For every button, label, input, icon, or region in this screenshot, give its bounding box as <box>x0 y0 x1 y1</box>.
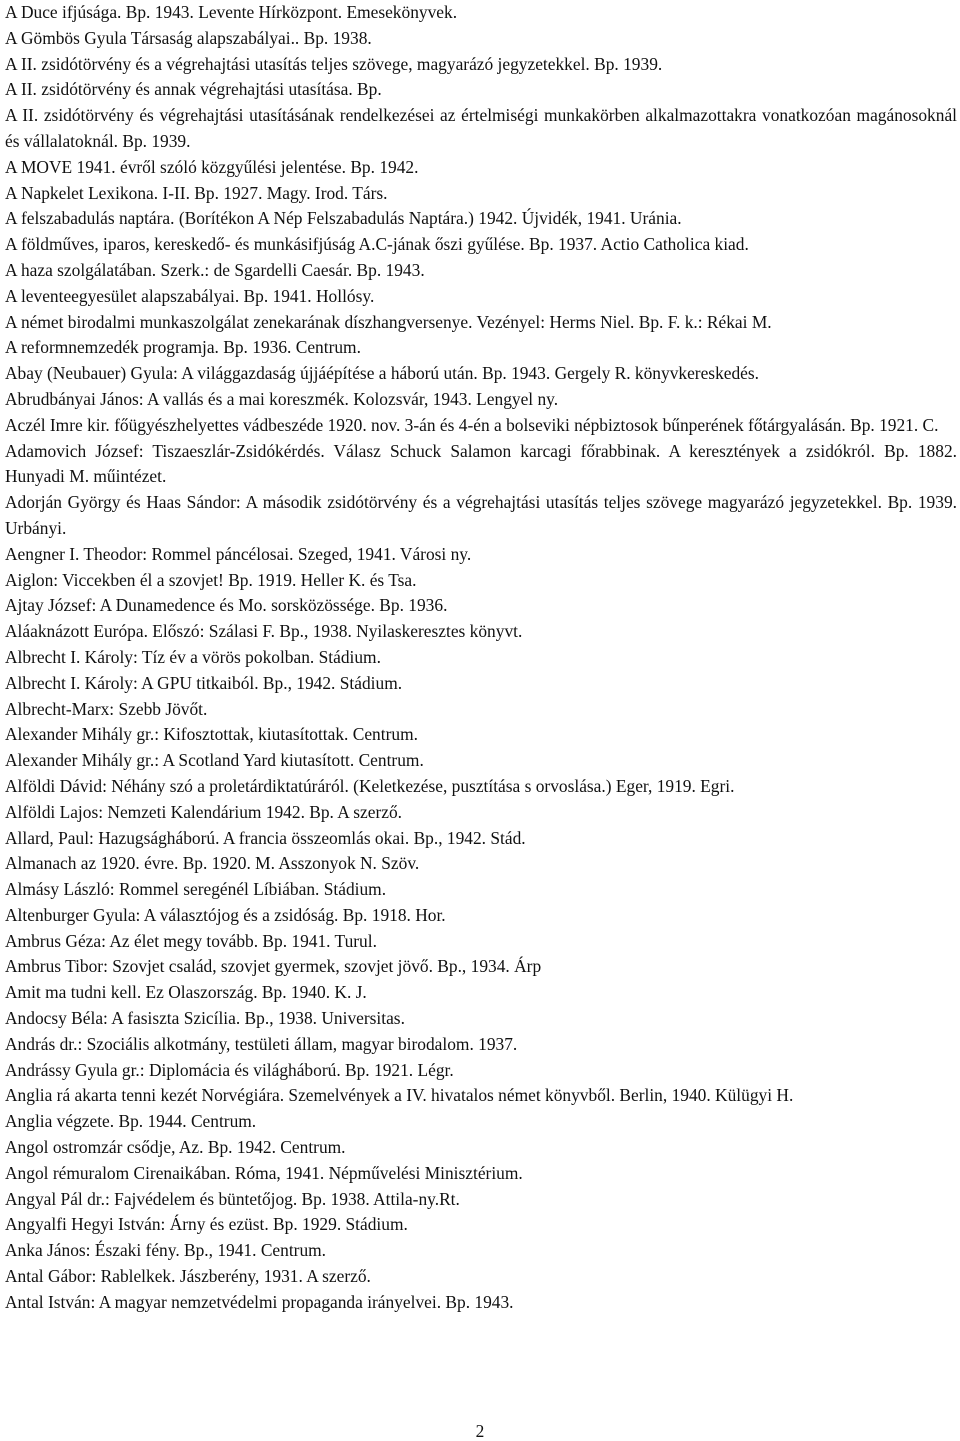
bibliography-entry: A II. zsidótörvény és végrehajtási utasításának rendelkezései az értelmiségi munkakörben alkalmazottakra vonatkozóan magánosoknál és vállalatoknál. Bp. 1939. <box>5 105 957 151</box>
bibliography-entry: Abrudbányai János: A vallás és a mai koreszmék. Kolozsvár, 1943. Lengyel ny. <box>5 388 559 409</box>
bibliography-entry: Anglia végzete. Bp. 1944. Centrum. <box>5 1111 257 1132</box>
bibliography-entry: Andrássy Gyula gr.: Diplomácia és világháború. Bp. 1921. Légr. <box>5 1059 454 1080</box>
bibliography-entry: A Gömbös Gyula Társaság alapszabályai.. Bp. 1938. <box>5 27 372 48</box>
bibliography-entry: A haza szolgálatában. Szerk.: de Sgardelli Caesár. Bp. 1943. <box>5 259 425 280</box>
bibliography-entry: Anka János: Északi fény. Bp., 1941. Centrum. <box>5 1240 327 1261</box>
bibliography-entry: Antal Gábor: Rablelkek. Jászberény, 1931. A szerző. <box>5 1266 371 1287</box>
bibliography-entry: Ambrus Tibor: Szovjet család, szovjet gyermek, szovjet jövő. Bp., 1934. Árp <box>5 956 542 977</box>
bibliography-entry: Adamovich József: Tiszaeszlár-Zsidókérdés. Válasz Schuck Salamon karcagi főrabbinak. A keresztények a zsidókról. Bp. 1882. Hunyadi M. műintézet. <box>5 440 957 487</box>
bibliography-entry: A német birodalmi munkaszolgálat zenekarának díszhangversenye. Vezényel: Herms Niel. Bp. F. k.: Rékai M. <box>5 311 772 332</box>
document-page <box>5 0 957 1440</box>
bibliography-entry: Albrecht-Marx: Szebb Jövőt. <box>5 698 208 719</box>
bibliography-entry: Aengner I. Theodor: Rommel páncélosai. Szeged, 1941. Városi ny. <box>5 543 472 564</box>
bibliography-entry: Adorján György és Haas Sándor: A második zsidótörvény és a végrehajtási utasítás teljes szövege magyarázó jegyzetekkel. Bp. 1939. Urbányi. <box>5 492 957 538</box>
bibliography-entry: Aláaknázott Európa. Előszó: Szálasi F. Bp., 1938. Nyilaskeresztes könyvt. <box>5 621 523 642</box>
bibliography-entry: Ajtay József: A Dunamedence és Mo. sorsközössége. Bp. 1936. <box>5 595 448 616</box>
bibliography-entry: Andocsy Béla: A fasiszta Szicília. Bp., 1938. Universitas. <box>5 1008 405 1029</box>
page-number: 2 <box>475 1421 485 1441</box>
bibliography-entry: Almanach az 1920. évre. Bp. 1920. M. Asszonyok N. Szöv. <box>5 853 420 874</box>
bibliography-entry: Alföldi Lajos: Nemzeti Kalendárium 1942. Bp. A szerző. <box>5 801 402 822</box>
bibliography-entry: Ambrus Géza: Az élet megy tovább. Bp. 1941. Turul. <box>5 930 377 951</box>
bibliography-entry: András dr.: Szociális alkotmány, testületi állam, magyar birodalom. 1937. <box>5 1033 518 1054</box>
bibliography-entry: Altenburger Gyula: A választójog és a zsidóság. Bp. 1918. Hor. <box>5 904 446 925</box>
bibliography-entry: Angyalfi Hegyi István: Árny és ezüst. Bp. 1929. Stádium. <box>5 1214 408 1235</box>
bibliography-entry: Aiglon: Viccekben él a szovjet! Bp. 1919. Heller K. és Tsa. <box>5 569 417 590</box>
bibliography-entry: Alexander Mihály gr.: A Scotland Yard kiutasított. Centrum. <box>5 750 424 771</box>
bibliography-entry: A MOVE 1941. évről szóló közgyűlési jelentése. Bp. 1942. <box>5 156 419 177</box>
bibliography-entry: Angol rémuralom Cirenaikában. Róma, 1941. Népművelési Minisztérium. <box>5 1162 523 1183</box>
bibliography-entry: A Duce ifjúsága. Bp. 1943. Levente Hírközpont. Emesekönyvek. <box>5 2 458 22</box>
bibliography-entry: Albrecht I. Károly: Tíz év a vörös pokolban. Stádium. <box>5 646 381 667</box>
bibliography-entry: A II. zsidótörvény és a végrehajtási utasítás teljes szövege, magyarázó jegyzetekkel. Bp. 1939. <box>5 53 663 74</box>
bibliography-entry: Antal István: A magyar nemzetvédelmi propaganda irányelvei. Bp. 1943. <box>5 1291 514 1312</box>
bibliography-entry: A II. zsidótörvény és annak végrehajtási utasítása. Bp. <box>5 79 382 100</box>
bibliography-entry: Aczél Imre kir. főügyészhelyettes vádbeszéde 1920. nov. 3-án és 4-én a bolseviki népbiztosok bűnperének főtárgyalásán. Bp. 1921. C. <box>5 414 939 435</box>
bibliography-entry: A felszabadulás naptára. (Borítékon A Nép Felszabadulás Naptára.) 1942. Újvidék, 1941. Uránia. <box>5 208 682 229</box>
bibliography-list <box>5 0 957 1316</box>
bibliography-entry: Allard, Paul: Hazugságháború. A francia összeomlás okai. Bp., 1942. Stád. <box>5 827 526 848</box>
bibliography-entry: Angyal Pál dr.: Fajvédelem és büntetőjog. Bp. 1938. Attila-ny.Rt. <box>5 1188 460 1209</box>
bibliography-entry: A földműves, iparos, kereskedő- és munkásifjúság A.C-jának őszi gyűlése. Bp. 1937. Actio Catholica kiad. <box>5 234 749 255</box>
bibliography-entry: Angol ostromzár csődje, Az. Bp. 1942. Centrum. <box>5 1137 346 1158</box>
bibliography-entry: A reformnemzedék programja. Bp. 1936. Centrum. <box>5 337 361 358</box>
bibliography-entry: Amit ma tudni kell. Ez Olaszország. Bp. 1940. K. J. <box>5 982 367 1003</box>
bibliography-entry: Alexander Mihály gr.: Kifosztottak, kiutasítottak. Centrum. <box>5 724 418 745</box>
bibliography-entry: A Napkelet Lexikona. I-II. Bp. 1927. Magy. Irod. Társ. <box>5 182 388 203</box>
bibliography-entry: Albrecht I. Károly: A GPU titkaiból. Bp., 1942. Stádium. <box>5 672 403 693</box>
bibliography-entry: A leventeegyesület alapszabályai. Bp. 1941. Hollósy. <box>5 285 375 306</box>
bibliography-entry: Alföldi Dávid: Néhány szó a proletárdiktatúráról. (Keletkezése, pusztítása s orvoslása.) Eger, 1919. Egri. <box>5 775 735 796</box>
bibliography-entry: Almásy László: Rommel seregénél Líbiában. Stádium. <box>5 879 387 900</box>
bibliography-entry: Anglia rá akarta tenni kezét Norvégiára. Szemelvények a IV. hivatalos német könyvből. Berlin, 1940. Külügyi H. <box>5 1085 794 1106</box>
bibliography-entry: Abay (Neubauer) Gyula: A világgazdaság újjáépítése a háború után. Bp. 1943. Gergely R. könyvkereskedés. <box>5 363 760 384</box>
